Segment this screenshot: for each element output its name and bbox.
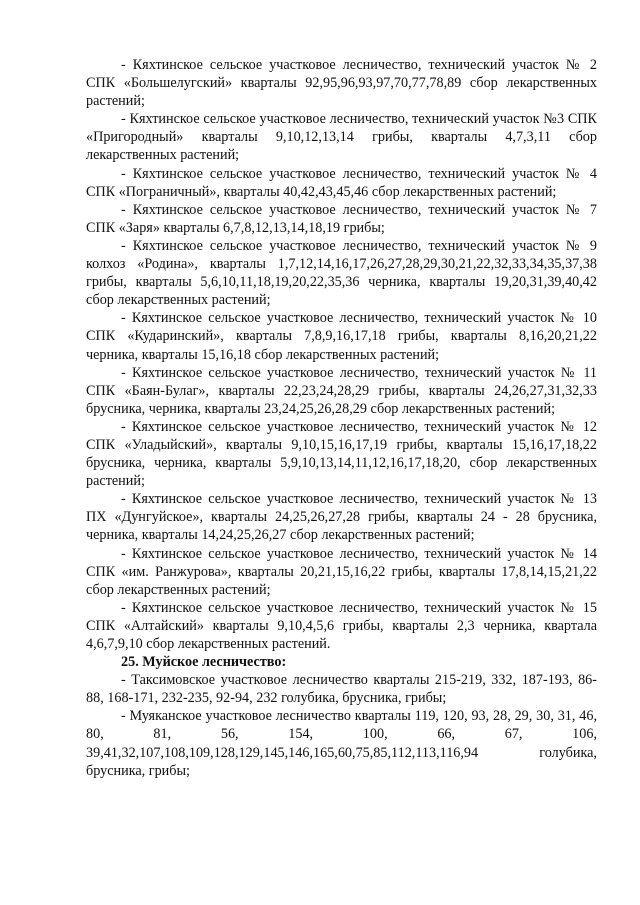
document-page	[86, 56, 597, 780]
paragraph-tech-area-3: - Кяхтинское сельское участковое лесничество, технический участок №3 СПК «Пригородный» кварталы 9,10,12,13,14 грибы, кварталы 4,7,3,11 сбор лекарственных растений;	[86, 111, 597, 164]
paragraph-tech-area-10: - Кяхтинское сельское участковое лесничество, технический участок № 10 СПК «Кударинский», кварталы 7,8,9,16,17,18 грибы, кварталы 8,16,20,21,22 черника, кварталы 15,16,18 сбор лекарственных растений;	[86, 310, 597, 363]
paragraph-tech-area-15: - Кяхтинское сельское участковое лесничество, технический участок № 15 СПК «Алтайский» кварталы 9,10,4,5,6 грибы, кварталы 2,3 черника, квартала 4,6,7,9,10 сбор лекарственных растений.	[86, 599, 597, 652]
paragraph-tech-area-4: - Кяхтинское сельское участковое лесничество, технический участок № 4 СПК «Пограничный», кварталы 40,42,43,45,46 сбор лекарственных растений;	[86, 165, 597, 200]
paragraph-tech-area-12: - Кяхтинское сельское участковое лесничество, технический участок № 12 СПК «Уладыйский», кварталы 9,10,15,16,17,19 грибы, кварталы 15,16,17,18,22 брусника, черника, кварталы 5,9,10,13,14,11,12,16,17,18,20, сбор лекарственных растений;	[86, 418, 597, 490]
paragraph-tech-area-13: - Кяхтинское сельское участковое лесничество, технический участок № 13 ПХ «Дунгуйское», кварталы 24,25,26,27,28 грибы, кварталы 24 - 28 брусника, черника, кварталы 14,24,25,26,27 сбор лекарственных растений;	[86, 491, 597, 544]
paragraph-muyakanskoe: - Муяканское участковое лесничество кварталы 119, 120, 93, 28, 29, 30, 31, 46, 80, 81, 56, 154, 100, 66, 67, 106, 39,41,32,107,108,109,128,129,145,146,165,60,75,85,112,113,116,94 голубика, брусника, грибы;	[86, 708, 597, 779]
paragraph-tech-area-9: - Кяхтинское сельское участковое лесничество, технический участок № 9 колхоз «Родина», кварталы 1,7,12,14,16,17,26,27,28,29,30,21,22,32,33,34,35,37,38 грибы, кварталы 5,6,10,11,18,19,20,22,35,36 черника, кварталы 19,20,31,39,40,42 сбор лекарственных растений;	[86, 237, 597, 309]
paragraph-tech-area-7: - Кяхтинское сельское участковое лесничество, технический участок № 7 СПК «Заря» кварталы 6,7,8,12,13,14,18,19 грибы;	[86, 201, 597, 236]
paragraph-tech-area-2: - Кяхтинское сельское участковое лесничество, технический участок № 2 СПК «Большелугский» кварталы 92,95,96,93,97,70,77,78,89 сбор лекарственных растений;	[86, 57, 597, 110]
paragraph-tech-area-14: - Кяхтинское сельское участковое лесничество, технический участок № 14 СПК «им. Ранжурова», кварталы 20,21,15,16,22 грибы, кварталы 17,8,14,15,21,22 сбор лекарственных растений;	[86, 545, 597, 598]
paragraph-taksimovskoe: - Таксимовское участковое лесничество кварталы 215-219, 332, 187-193, 86-88, 168-171, 232-235, 92-94, 232 голубика, брусника, грибы;	[86, 672, 597, 707]
paragraph-tech-area-11: - Кяхтинское сельское участковое лесничество, технический участок № 11 СПК «Баян-Булаг», кварталы 22,23,24,28,29 грибы, кварталы 24,26,27,31,32,33 брусника, черника, кварталы 23,24,25,26,28,29 сбор лекарственных растений;	[86, 364, 597, 417]
section-heading: 25. Муйское лесничество:	[121, 654, 287, 671]
